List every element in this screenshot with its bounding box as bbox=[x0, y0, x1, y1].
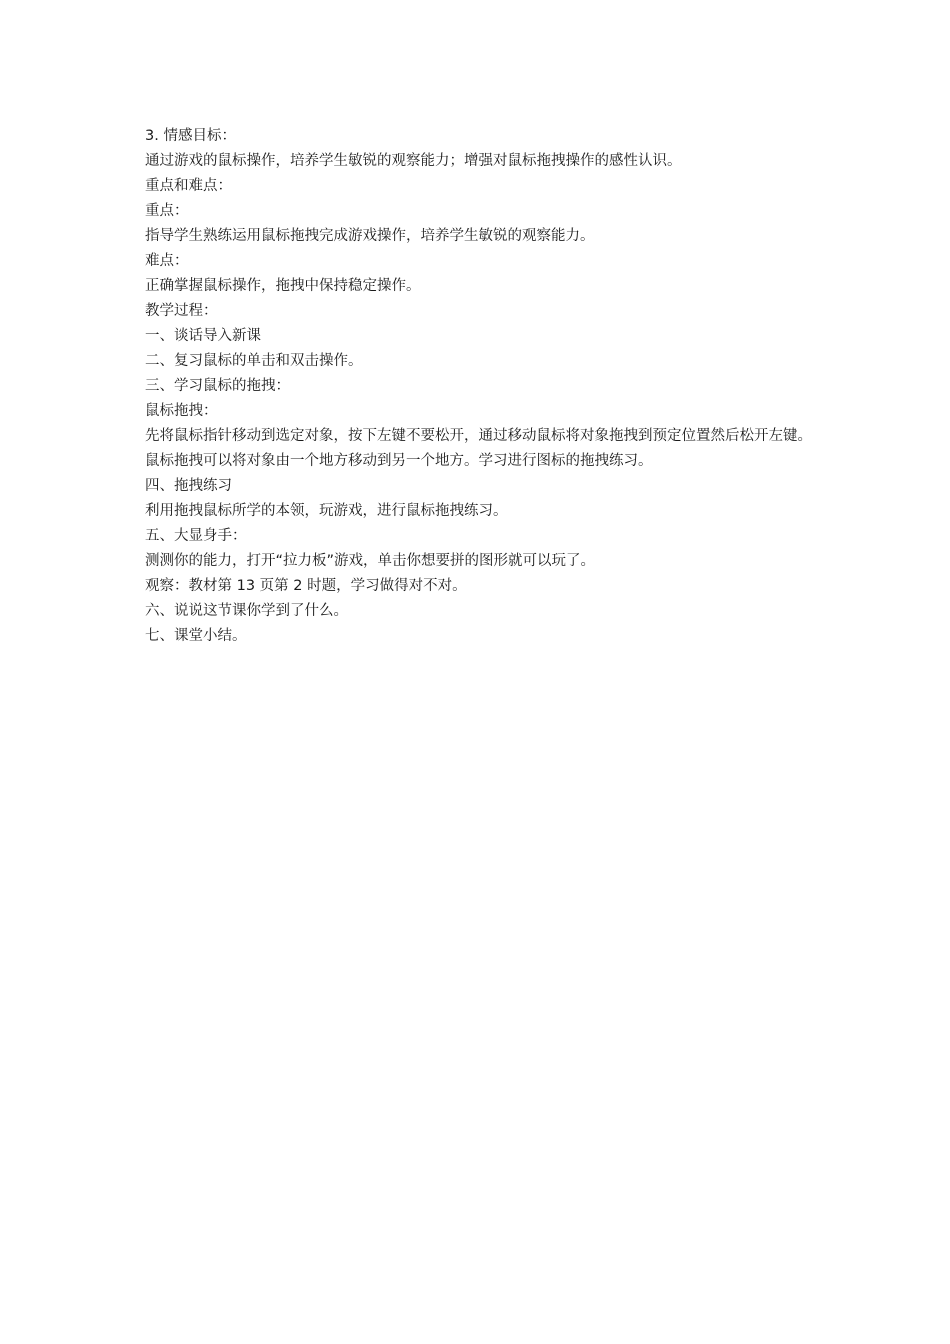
document-body bbox=[145, 124, 815, 649]
paragraph-observation: 观察：教材第 13 页第 2 时题，学习做得对不对。 bbox=[145, 578, 467, 594]
subheading-mouse-drag: 鼠标拖拽： bbox=[145, 403, 218, 419]
step-4: 四、拖拽练习 bbox=[145, 478, 232, 494]
step-7: 七、课堂小结。 bbox=[145, 628, 247, 644]
subheading-key-point: 重点： bbox=[145, 203, 189, 219]
paragraph-emotional-goal: 通过游戏的鼠标操作，培养学生敏锐的观察能力；增强对鼠标拖拽操作的感性认识。 bbox=[145, 153, 682, 169]
step-5: 五、大显身手： bbox=[145, 528, 247, 544]
step-6: 六、说说这节课你学到了什么。 bbox=[145, 603, 348, 619]
paragraph-drag-practice: 利用拖拽鼠标所学的本领，玩游戏，进行鼠标拖拽练习。 bbox=[145, 503, 508, 519]
section-heading-key-points: 重点和难点： bbox=[145, 178, 232, 194]
step-3: 三、学习鼠标的拖拽： bbox=[145, 378, 290, 394]
step-2: 二、复习鼠标的单击和双击操作。 bbox=[145, 353, 363, 369]
section-heading-emotional-goal: 3. 情感目标： bbox=[145, 128, 236, 144]
step-1: 一、谈话导入新课 bbox=[145, 328, 261, 344]
paragraph-mouse-drag: 先将鼠标指针移动到选定对象，按下左键不要松开，通过移动鼠标将对象拖拽到预定位置然后松开左键。鼠标拖拽可以将对象由一个地方移动到另一个地方。学习进行图标的拖拽练习。 bbox=[145, 428, 812, 469]
paragraph-show-skill: 测测你的能力，打开“拉力板”游戏，单击你想要拼的图形就可以玩了。 bbox=[145, 553, 596, 569]
paragraph-key-point: 指导学生熟练运用鼠标拖拽完成游戏操作，培养学生敏锐的观察能力。 bbox=[145, 228, 595, 244]
paragraph-difficulty: 正确掌握鼠标操作，拖拽中保持稳定操作。 bbox=[145, 278, 421, 294]
subheading-difficulty: 难点： bbox=[145, 253, 189, 269]
section-heading-teaching-process: 教学过程： bbox=[145, 303, 218, 319]
